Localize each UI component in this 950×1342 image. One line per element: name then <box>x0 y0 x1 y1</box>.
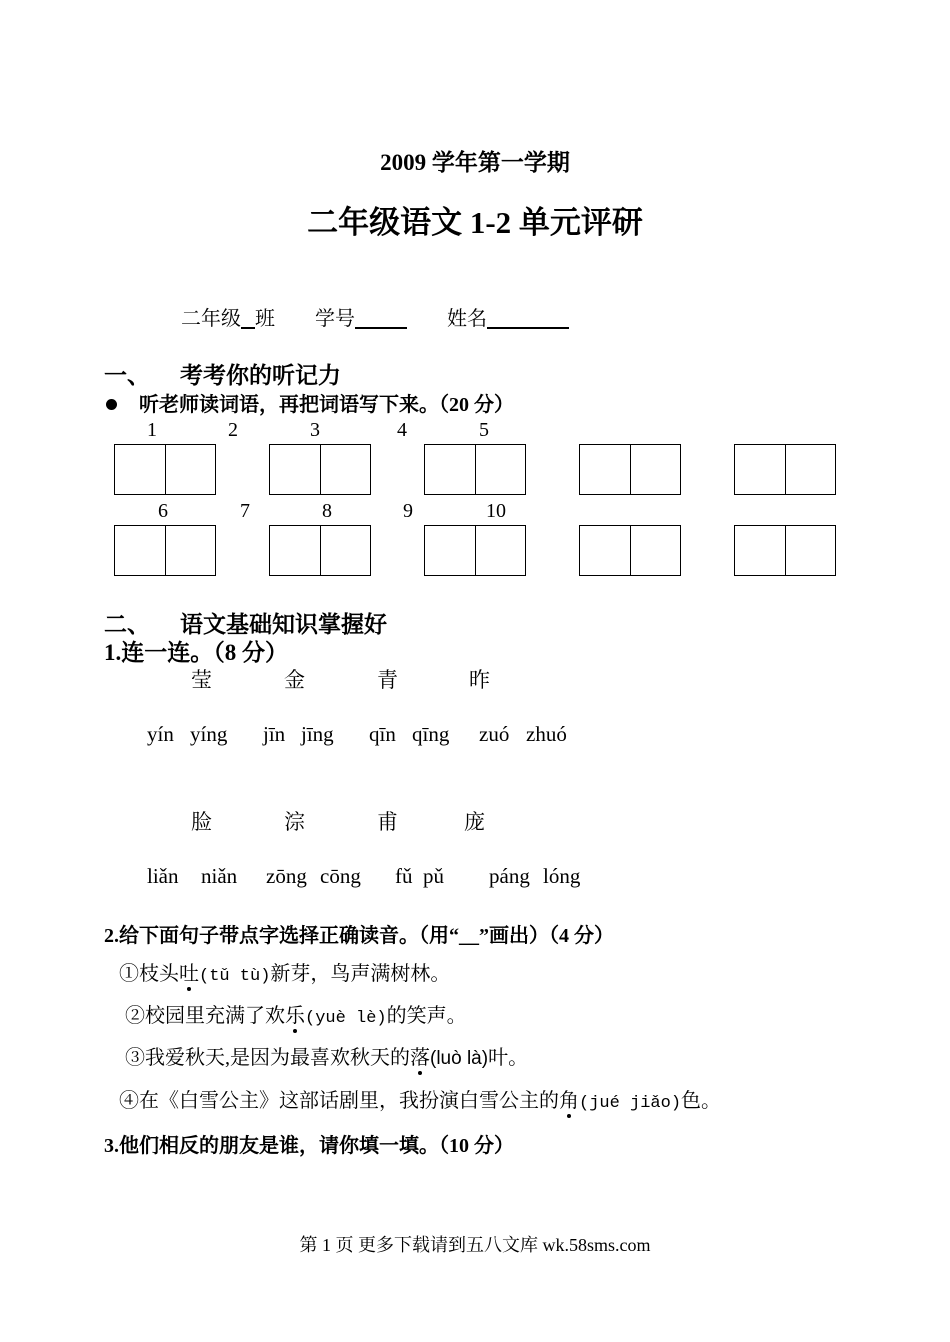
q3-title: 3.他们相反的朋友是谁，请你填一填。（10 分） <box>104 1135 514 1157</box>
reading-options[interactable]: (yuè lè) <box>305 1009 387 1028</box>
section1-title: 考考你的听记力 <box>180 363 341 388</box>
writing-box[interactable] <box>579 525 681 576</box>
q2-sentence-3: ③我爱秋天,是因为最喜欢秋天的落(luò là)叶。 <box>125 1041 528 1070</box>
match-char: 昨 <box>469 668 490 692</box>
match-pinyin: zōng <box>266 864 307 888</box>
match-char: 莹 <box>191 668 212 692</box>
writing-box[interactable] <box>734 444 836 495</box>
match-char: 青 <box>377 668 398 692</box>
match-pinyin: lóng <box>543 864 581 888</box>
section1-instruction-text: 听老师读词语，再把词语写下来。（20 分） <box>139 394 514 416</box>
name-blank <box>487 305 569 329</box>
match-pinyin: zhuó <box>526 722 567 746</box>
section1-number: 一、 <box>104 363 150 388</box>
item-number: 2 <box>228 419 238 441</box>
match-char: 淙 <box>284 810 305 834</box>
q1-title: 1.连一连。（8 分） <box>104 640 288 665</box>
match-pinyin: zuó <box>479 722 510 746</box>
match-char: 甫 <box>377 810 398 834</box>
q2-title: 2.给下面句子带点字选择正确读音。（用“__”画出）（4 分） <box>104 925 614 947</box>
match-pinyin: fǔ <box>395 864 413 888</box>
writing-box[interactable] <box>114 444 216 495</box>
section2-number: 二、 <box>104 612 150 637</box>
match-pinyin: pǔ <box>423 864 444 888</box>
item-number: 8 <box>322 500 332 522</box>
number-label: 学号 <box>315 308 355 330</box>
exam-term: 2009 学年第一学期 <box>380 150 570 175</box>
match-char: 庞 <box>464 810 485 834</box>
item-number: 3 <box>310 419 320 441</box>
match-pinyin: qīng <box>412 722 450 746</box>
writing-box[interactable] <box>269 525 371 576</box>
match-pinyin: jīn <box>263 722 286 746</box>
name-label: 姓名 <box>447 308 487 330</box>
item-number: 6 <box>158 500 168 522</box>
class-label: 二年级 <box>181 308 241 330</box>
writing-box[interactable] <box>114 525 216 576</box>
match-pinyin: cōng <box>320 864 361 888</box>
section1-heading <box>104 357 341 390</box>
reading-options[interactable]: (tǔ tù) <box>199 967 271 986</box>
writing-box[interactable] <box>424 444 526 495</box>
class-blank <box>241 305 255 329</box>
dotted-char: 角 <box>559 1084 579 1113</box>
writing-box[interactable] <box>734 525 836 576</box>
section1-instruction <box>106 388 514 417</box>
number-blank <box>355 305 407 329</box>
writing-box[interactable] <box>579 444 681 495</box>
page-footer: 第 1 页 更多下载请到五八文库 wk.58sms.com <box>299 1235 651 1255</box>
item-number: 1 <box>147 419 157 441</box>
match-char: 脸 <box>191 810 212 834</box>
section2-title: 语文基础知识掌握好 <box>180 612 387 637</box>
exam-title: 二年级语文 1-2 单元评研 <box>307 205 643 240</box>
dotted-char: 乐 <box>285 999 305 1028</box>
writing-box[interactable] <box>269 444 371 495</box>
match-pinyin: páng <box>489 864 530 888</box>
match-pinyin: liǎn <box>147 864 179 888</box>
item-number: 5 <box>479 419 489 441</box>
item-number: 7 <box>240 500 250 522</box>
q2-sentence-1: ①枝头吐(tǔ tù)新芽，鸟声满树林。 <box>119 957 450 986</box>
dotted-char: 吐 <box>179 957 199 986</box>
item-number: 9 <box>403 500 413 522</box>
match-pinyin: qīn <box>369 722 396 746</box>
class-suffix: 班 <box>255 308 275 330</box>
student-info-line <box>181 302 569 331</box>
reading-options[interactable]: (jué jiǎo) <box>579 1094 682 1113</box>
match-pinyin: jīng <box>301 722 334 746</box>
match-pinyin: yíng <box>190 722 228 746</box>
match-pinyin: niǎn <box>201 864 238 888</box>
reading-options[interactable]: (luò là) <box>430 1048 489 1069</box>
item-number: 4 <box>397 419 407 441</box>
match-pinyin: yín <box>147 722 174 746</box>
q2-sentence-4: ④在《白雪公主》这部话剧里，我扮演白雪公主的角(jué jiǎo)色。 <box>119 1084 721 1113</box>
bullet-icon <box>106 399 117 410</box>
item-number: 10 <box>486 500 506 522</box>
writing-box[interactable] <box>424 525 526 576</box>
match-char: 金 <box>284 668 305 692</box>
q2-sentence-2: ②校园里充满了欢乐(yuè lè)的笑声。 <box>125 999 467 1028</box>
dotted-char: 落 <box>410 1041 430 1070</box>
